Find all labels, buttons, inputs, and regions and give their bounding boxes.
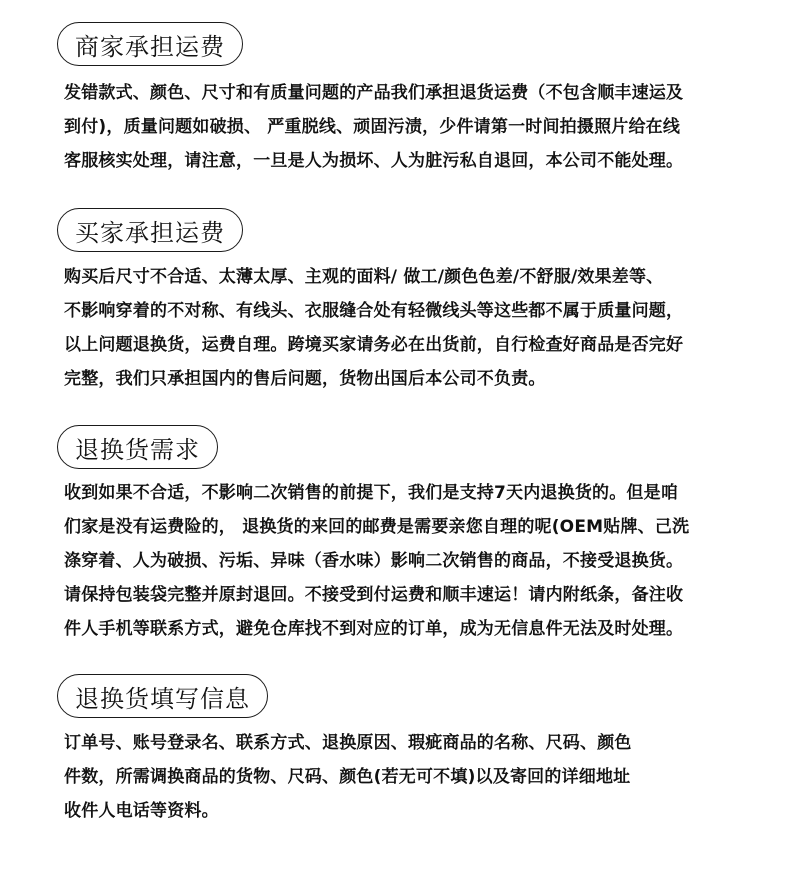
text-line: 订单号、账号登录名、联系方式、退换原因、瑕疵商品的名称、尺码、颜色 xyxy=(64,733,632,753)
section-body-merchant-shipping xyxy=(64,76,764,178)
section-title-merchant-shipping: 商家承担运费 xyxy=(57,22,243,66)
text-line: 购买后尺寸不合适、太薄太厚、主观的面料/ 做工/颜色色差/不舒服/效果差等、 xyxy=(64,267,664,287)
section-title-return-requirements: 退换货需求 xyxy=(57,425,218,469)
text-line: 件人手机等联系方式，避免仓库找不到对应的订单，成为无信息件无法及时处理。 xyxy=(64,619,684,639)
text-line: 请保持包装袋完整并原封退回。不接受到付运费和顺丰速运！请内附纸条，备注收 xyxy=(64,585,684,605)
text-line: 以上问题退换货，运费自理。跨境买家请务必在出货前，自行检查好商品是否完好 xyxy=(64,335,684,355)
text-line: 涤穿着、人为破损、污垢、异味（香水味）影响二次销售的商品，不接受退换货。 xyxy=(64,551,684,571)
text-line: 收到如果不合适，不影响二次销售的前提下，我们是支持7天内退换货的。但是咱 xyxy=(64,483,679,503)
text-line: 完整，我们只承担国内的售后问题，货物出国后本公司不负责。 xyxy=(64,369,546,389)
section-title-return-info: 退换货填写信息 xyxy=(57,674,268,718)
text-line: 到付)，质量问题如破损、 严重脱线、顽固污渍，少件请第一时间拍摄照片给在线 xyxy=(64,117,681,137)
section-body-return-requirements xyxy=(64,476,764,646)
text-line: 不影响穿着的不对称、有线头、衣服缝合处有轻微线头等这些都不属于质量问题， xyxy=(64,301,684,321)
text-line: 客服核实处理，请注意，一旦是人为损坏、人为脏污私自退回，本公司不能处理。 xyxy=(64,151,684,171)
section-body-return-info xyxy=(64,726,764,828)
section-title-buyer-shipping: 买家承担运费 xyxy=(57,208,243,252)
text-line: 件数，所需调换商品的货物、尺码、颜色(若无可不填)以及寄回的详细地址 xyxy=(64,767,631,787)
text-line: 收件人电话等资料。 xyxy=(64,801,219,821)
text-line: 发错款式、颜色、尺寸和有质量问题的产品我们承担退货运费（不包含顺丰速运及 xyxy=(64,83,684,103)
text-line: 们家是没有运费险的， 退换货的来回的邮费是需要亲您自理的呢(OEM贴牌、己洗 xyxy=(64,517,690,537)
section-body-buyer-shipping xyxy=(64,260,764,396)
